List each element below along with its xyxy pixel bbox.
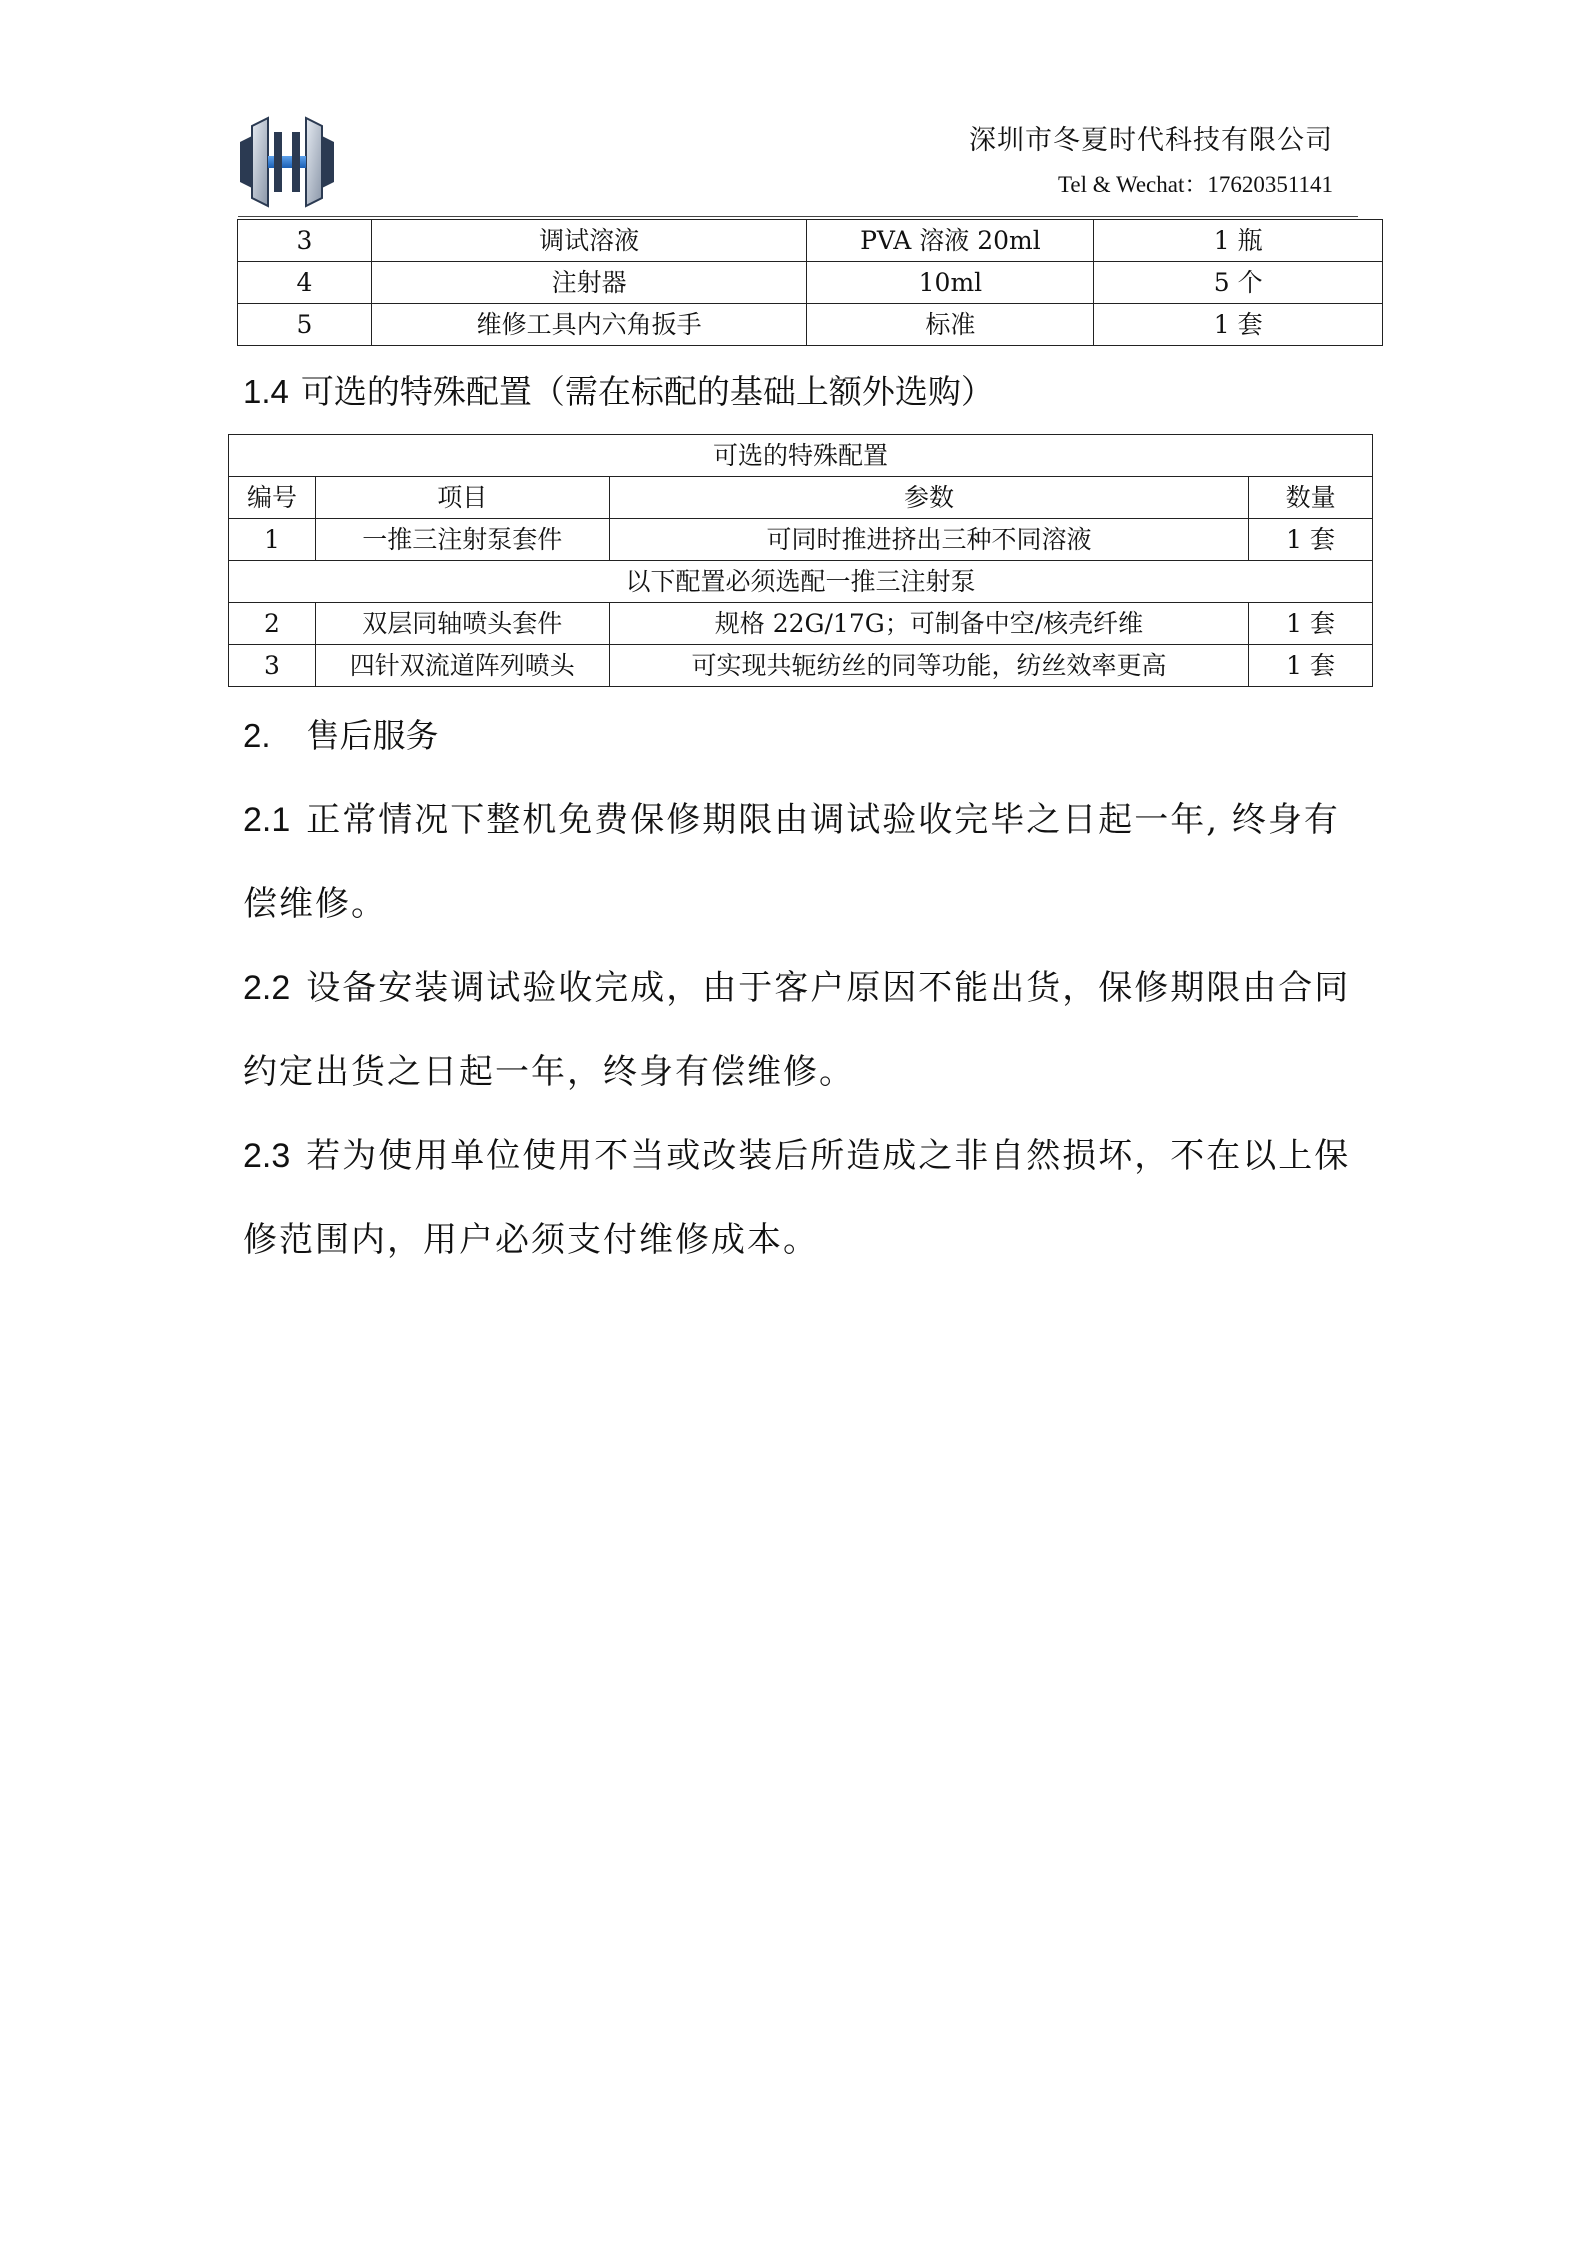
- company-name: 深圳市冬夏时代科技有限公司: [969, 125, 1333, 156]
- table-row: [238, 220, 1383, 262]
- cell-qty: 1 套: [1094, 304, 1383, 346]
- table-row: [238, 304, 1383, 346]
- company-logo: [238, 112, 336, 212]
- paragraph-2-3: [243, 1114, 1363, 1282]
- cell-qty: 1 套: [1249, 603, 1373, 645]
- table-caption-row: [229, 435, 1373, 477]
- standard-config-table: [237, 219, 1383, 346]
- table-row: [238, 262, 1383, 304]
- cell-no: 5: [238, 304, 372, 346]
- table-row: [229, 603, 1373, 645]
- paragraph-text: 正常情况下整机免费保修期限由调试验收完毕之日起一年, 终身有偿维修。: [243, 800, 1340, 924]
- optional-config-table: [228, 434, 1373, 687]
- cell-spec: 可实现共轭纺丝的同等功能，纺丝效率更高: [609, 645, 1249, 687]
- table-header-row: [229, 477, 1373, 519]
- table-note: 以下配置必须选配一推三注射泵: [229, 561, 1373, 603]
- paragraph-number: 2.3: [243, 1137, 291, 1175]
- cell-qty: 1 套: [1249, 519, 1373, 561]
- header-qty: 数量: [1249, 477, 1373, 519]
- cell-qty: 1 套: [1249, 645, 1373, 687]
- section-title: 可选的特殊配置（需在标配的基础上额外选购）: [300, 372, 994, 411]
- table-row: [229, 645, 1373, 687]
- section-heading-1-4: [243, 366, 994, 413]
- header-no: 编号: [229, 477, 316, 519]
- paragraph-2-2: [243, 946, 1363, 1114]
- paragraph-text: 若为使用单位使用不当或改装后所造成之非自然损坏，不在以上保修范围内，用户必须支付维修成本。: [243, 1136, 1351, 1260]
- cell-no: 1: [229, 519, 316, 561]
- cell-item: 一推三注射泵套件: [315, 519, 609, 561]
- header-item: 项目: [315, 477, 609, 519]
- paragraph-text: 设备安装调试验收完成，由于客户原因不能出货，保修期限由合同约定出货之日起一年，终身有偿维修。: [243, 968, 1351, 1092]
- paragraph-number: 2.2: [243, 969, 291, 1007]
- cell-item: 双层同轴喷头套件: [315, 603, 609, 645]
- section-heading-2: [243, 710, 439, 757]
- section-number: 1.4: [243, 373, 289, 410]
- cell-spec: 标准: [807, 304, 1094, 346]
- cell-item: 维修工具内六角扳手: [371, 304, 807, 346]
- cell-no: 3: [229, 645, 316, 687]
- cell-item: 注射器: [371, 262, 807, 304]
- cell-qty: 1 瓶: [1094, 220, 1383, 262]
- cell-spec: PVA 溶液 20ml: [807, 220, 1094, 262]
- table-caption: 可选的特殊配置: [229, 435, 1373, 477]
- paragraph-number: 2.1: [243, 801, 291, 839]
- header-spec: 参数: [609, 477, 1249, 519]
- cell-item: 调试溶液: [371, 220, 807, 262]
- table-row: [229, 519, 1373, 561]
- paragraph-2-1: [243, 778, 1363, 946]
- cell-spec: 规格 22G/17G；可制备中空/核壳纤维: [609, 603, 1249, 645]
- section-title: 售后服务: [306, 716, 439, 755]
- cell-no: 4: [238, 262, 372, 304]
- cell-spec: 可同时推进挤出三种不同溶液: [609, 519, 1249, 561]
- header-divider: [238, 216, 1358, 217]
- cell-qty: 5 个: [1094, 262, 1383, 304]
- contact-info: Tel & Wechat：17620351141: [1057, 172, 1333, 197]
- cell-no: 3: [238, 220, 372, 262]
- cell-item: 四针双流道阵列喷头: [315, 645, 609, 687]
- table-note-row: [229, 561, 1373, 603]
- cell-no: 2: [229, 603, 316, 645]
- cell-spec: 10ml: [807, 262, 1094, 304]
- section-number: 2.: [243, 717, 271, 754]
